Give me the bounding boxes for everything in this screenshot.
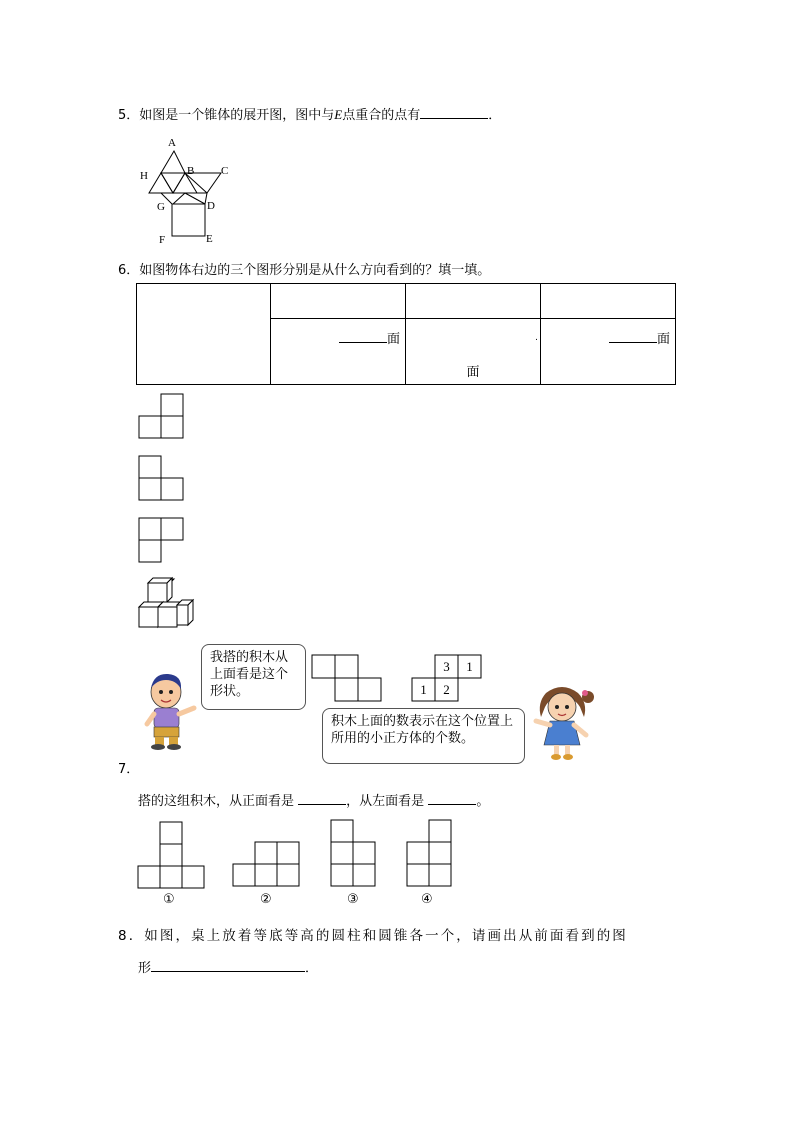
q6-blank-3[interactable] (609, 329, 657, 343)
label-h: H (140, 170, 148, 182)
q7-number: 7． (118, 762, 140, 777)
q8-answer-blank[interactable] (151, 958, 305, 972)
label-b: B (187, 165, 195, 177)
q5-prompt (118, 104, 501, 123)
q5-text2: 点重合的点有 (342, 108, 421, 123)
cell-number-1: 3 (443, 659, 450, 674)
q6-answer-cell-1 (271, 319, 406, 385)
q7-option-figure-4 (406, 819, 456, 891)
q7-sentence (138, 790, 489, 809)
q5-text: 如图是一个锥体的展开图，图中与 (139, 108, 335, 123)
q7-option-label-1: ① (163, 892, 175, 907)
q8-text2: 形 (138, 961, 152, 976)
boy-speech-bubble (201, 644, 306, 710)
q6-view-cell-2 (406, 284, 541, 319)
q6-prompt (118, 259, 490, 278)
boy-character-illustration (142, 670, 202, 750)
q7-option-figure-1 (137, 821, 207, 891)
q7-option-figure-2 (232, 841, 304, 891)
q6-number: 6． (118, 263, 140, 278)
girl-speech-bubble (322, 708, 525, 764)
q6-face-1: 面 (386, 332, 400, 347)
q8-end: ． (305, 961, 319, 976)
q7-option-figure-3 (330, 819, 380, 891)
q6-object-cell (137, 284, 271, 385)
q7-top-view-shape (311, 654, 386, 706)
q6-view-shape-2 (138, 455, 188, 505)
label-e: E (206, 233, 213, 245)
label-f: F (159, 234, 166, 246)
q7-option-label-2: ② (260, 892, 272, 907)
q7-option-label-4: ④ (421, 892, 433, 907)
q7-left-blank[interactable] (428, 791, 476, 805)
label-c: C (221, 165, 229, 177)
q7-front-blank[interactable] (298, 791, 346, 805)
q6-text: 如图物体右边的三个图形分别是从什么方向看到的？填一填。 (139, 263, 491, 278)
cell-number-3: 1 (420, 682, 427, 697)
q6-view-cell-1 (271, 284, 406, 319)
q5-end: ． (488, 108, 502, 123)
q7-numbered-top-view (411, 654, 486, 706)
q6-face-3: 面 (656, 332, 670, 347)
net-triangle-center-down (161, 173, 185, 193)
q7-option-label-3: ③ (347, 892, 359, 907)
label-d: D (207, 200, 215, 212)
q7-sentence-b: ，从左面看是 (346, 794, 425, 809)
q6-dot: . (535, 333, 538, 343)
q6-cube-object (138, 575, 198, 635)
girl-speech-text: 积木上面的数表示在这个位置上所用的小正方体的个数。 (331, 714, 514, 746)
boy-speech-text: 我搭的积木从上面看是这个形状。 (210, 650, 289, 699)
cell-number-2: 1 (466, 659, 473, 674)
q5-net-diagram (140, 136, 260, 246)
q6-view-shape-1 (138, 393, 188, 443)
q8-prompt (118, 924, 628, 944)
label-g: G (157, 201, 165, 213)
cell-number-4: 2 (443, 682, 450, 697)
net-triangle-left (149, 173, 173, 193)
q5-answer-blank[interactable] (420, 105, 488, 119)
q7-sentence-a: 搭的这组积木，从正面看是 (138, 794, 295, 809)
q6-blank-1[interactable] (339, 329, 387, 343)
q6-view-shape-3 (138, 517, 188, 567)
q6-answer-cell-2 (406, 319, 541, 385)
net-square-base (172, 204, 205, 236)
q5-var-e: E (334, 107, 343, 122)
q8-number: 8． (118, 928, 145, 944)
q8-text: 如图，桌上放着等底等高的圆柱和圆锥各一个，请画出从前面看到的图 (144, 928, 628, 944)
net-triangle-top (161, 151, 185, 173)
q8-prompt-line2 (138, 957, 318, 976)
q6-answer-cell-3 (541, 319, 676, 385)
q6-view-cell-3 (541, 284, 676, 319)
q6-answer-table (136, 283, 676, 385)
q7-sentence-end: 。 (476, 794, 490, 809)
girl-character-illustration (532, 683, 596, 763)
q5-number: 5． (118, 108, 140, 123)
label-a: A (168, 137, 176, 149)
q6-face-2: 面 (466, 365, 480, 380)
